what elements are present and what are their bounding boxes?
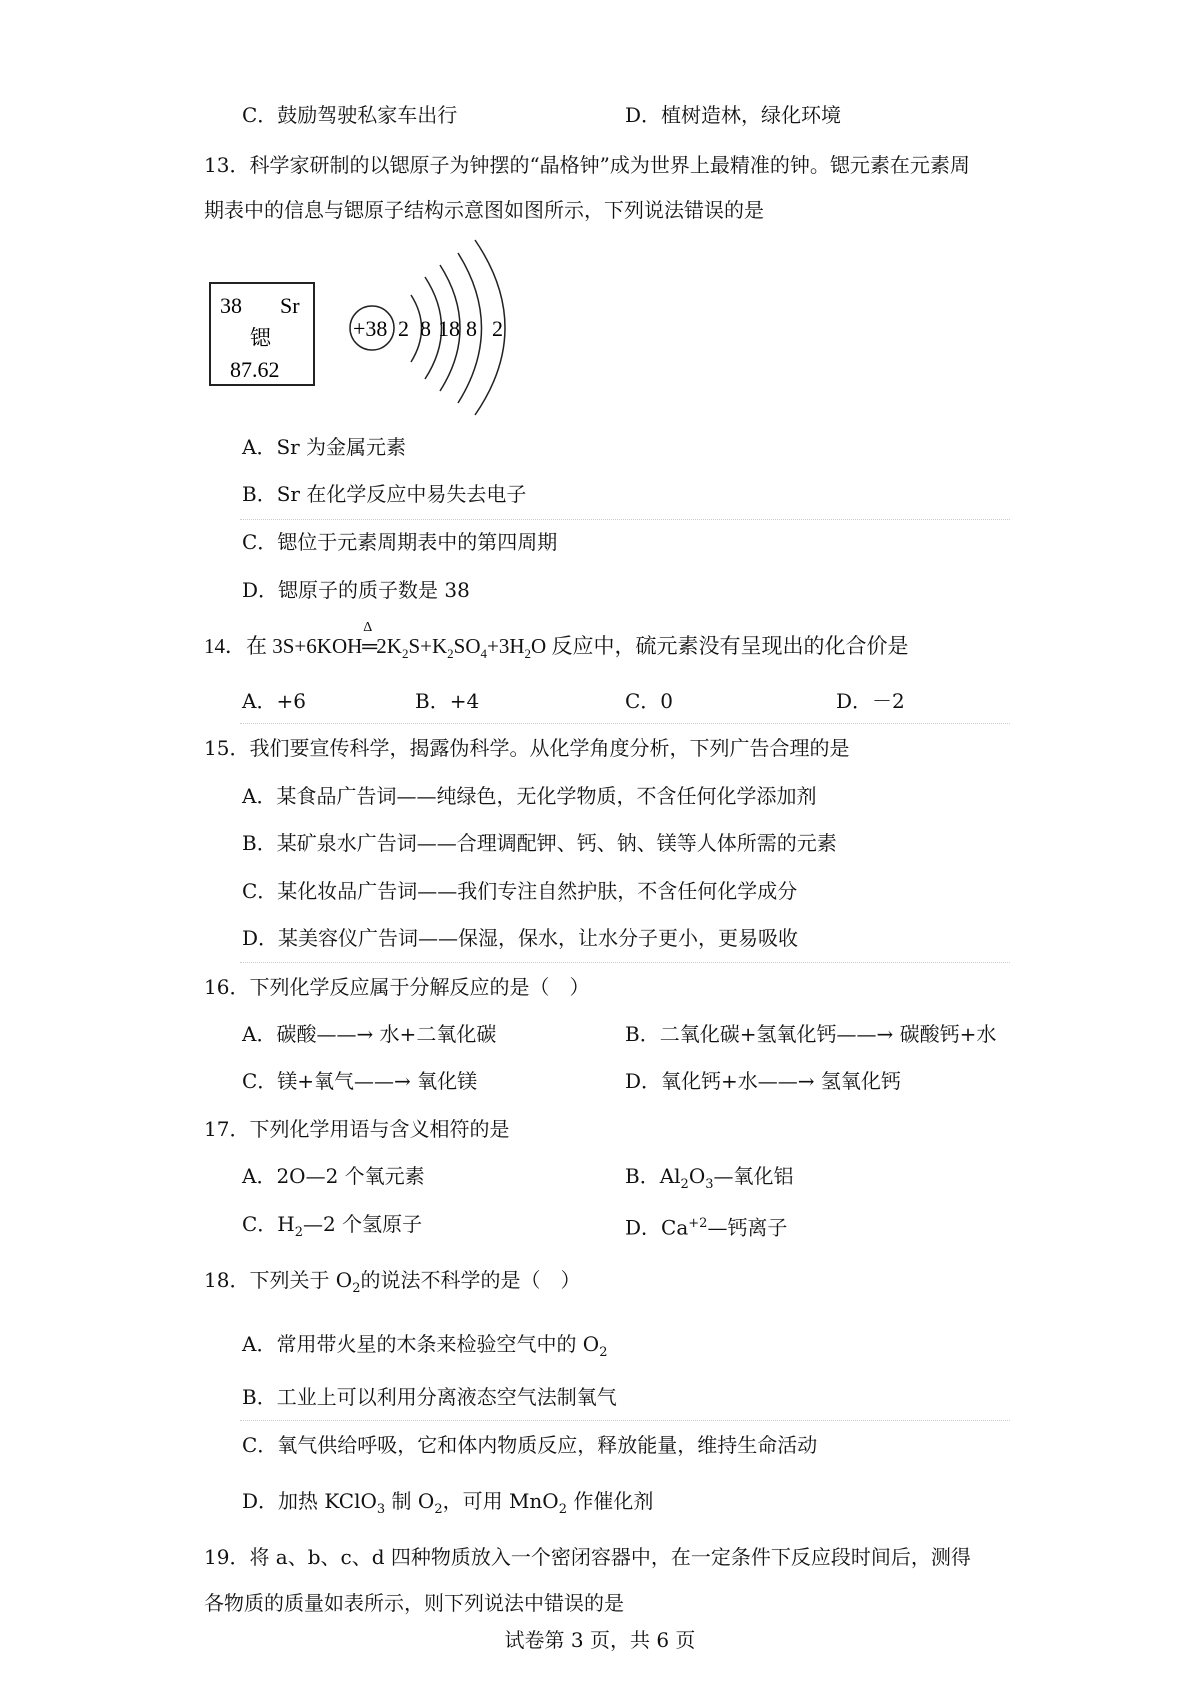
text: C．H — [242, 1212, 295, 1236]
text: 作催化剂 — [567, 1489, 654, 1513]
q13-option-d: D．锶原子的质子数是 38 — [242, 578, 470, 602]
page-footer: 试卷第 3 页，共 6 页 — [504, 1628, 696, 1652]
subscript: 2 — [599, 1345, 608, 1360]
q12-option-c: C．鼓励驾驶私家车出行 — [242, 103, 458, 127]
subscript: 3 — [705, 1177, 714, 1192]
q18-option-b: B．工业上可以利用分离液态空气法制氧气 — [242, 1385, 617, 1409]
q13-stem-line1: 13．科学家研制的以锶原子为钟摆的“晶格钟”成为世界上最精准的钟。锶元素在元素周 — [204, 153, 970, 177]
subscript: 2 — [401, 646, 409, 662]
subscript: 4 — [480, 646, 488, 662]
q17-stem: 17．下列化学用语与含义相符的是 — [204, 1117, 510, 1141]
text: 制 O — [385, 1489, 435, 1513]
text: D．加热 KClO — [242, 1489, 377, 1513]
q13-stem-line2: 期表中的信息与锶原子结构示意图如图所示，下列说法错误的是 — [204, 198, 764, 222]
q14-text: SO — [453, 634, 481, 658]
heating-condition — [362, 620, 378, 660]
subscript: 2 — [447, 646, 454, 662]
subscript: 2 — [524, 646, 532, 662]
atomic-mass: 87.62 — [230, 357, 280, 382]
q17-option-d — [625, 1210, 787, 1242]
shell-4: 8 — [466, 316, 477, 341]
q14-text: 14．在 3S+6KOH — [204, 634, 363, 658]
q18-option-d — [242, 1487, 653, 1524]
q15-stem: 15．我们要宣传科学，揭露伪科学。从化学角度分析，下列广告合理的是 — [204, 736, 850, 760]
q14-option-c: C．0 — [625, 689, 674, 713]
q17-option-c — [242, 1210, 422, 1247]
q12-option-d: D．植树造林，绿化环境 — [625, 103, 842, 127]
divider — [240, 723, 1010, 724]
q14-text: 2K — [376, 634, 402, 658]
q15-option-c: C．某化妆品广告词——我们专注自然护肤，不含任何化学成分 — [242, 879, 798, 903]
divider — [240, 1420, 1010, 1421]
q14-text: +3H — [487, 634, 525, 658]
subscript: 2 — [680, 1177, 689, 1192]
text: O — [688, 1164, 706, 1188]
equals-sign: ═ — [362, 634, 378, 658]
delta-symbol: Δ — [363, 620, 373, 635]
q18-option-c: C．氧气供给呼吸，它和体内物质反应，释放能量，维持生命活动 — [242, 1433, 818, 1457]
q19-stem-line2: 各物质的质量如表所示，则下列说法中错误的是 — [204, 1591, 624, 1615]
q14-text: O 反应中，硫元素没有呈现出的化合价是 — [531, 634, 909, 658]
q16-option-b: B．二氧化碳+氢氧化钙——→ 碳酸钙+水 — [625, 1022, 997, 1046]
q18-stem — [204, 1266, 580, 1303]
text: —钙离子 — [707, 1215, 788, 1240]
atomic-number: 38 — [220, 293, 242, 318]
subscript: 2 — [558, 1502, 567, 1517]
text: 的说法不科学的是（ ） — [360, 1268, 581, 1292]
q16-option-d: D．氧化钙+水——→ 氢氧化钙 — [625, 1069, 901, 1093]
shell-2: 8 — [420, 316, 431, 341]
divider — [240, 519, 1010, 520]
text: D．Ca — [625, 1215, 689, 1240]
q18-option-a — [242, 1330, 607, 1367]
q17-option-a: A．2O—2 个氧元素 — [242, 1164, 425, 1188]
divider — [240, 962, 1010, 963]
q14-option-d: D．－2 — [836, 689, 905, 713]
text: A．常用带火星的木条来检验空气中的 O — [242, 1332, 600, 1356]
strontium-diagram — [200, 235, 540, 435]
q14-stem — [204, 620, 909, 668]
q14-option-b: B．+4 — [415, 689, 480, 713]
q13-option-a: A．Sr 为金属元素 — [242, 435, 407, 459]
shell-1: 2 — [398, 316, 409, 341]
superscript: +2 — [688, 1216, 708, 1231]
subscript: 2 — [434, 1502, 443, 1517]
shell-5: 2 — [492, 316, 503, 341]
q15-option-a: A．某食品广告词——纯绿色，无化学物质，不含任何化学添加剂 — [242, 784, 817, 808]
text: —2 个氢原子 — [303, 1212, 423, 1236]
subscript: 2 — [352, 1281, 361, 1296]
shell-3: 18 — [438, 316, 460, 341]
text: —氧化铝 — [713, 1164, 794, 1188]
q14-option-a: A．+6 — [242, 689, 306, 713]
q16-stem: 16．下列化学反应属于分解反应的是（ ） — [204, 975, 590, 999]
q14-text: S+K — [408, 634, 448, 658]
subscript: 3 — [376, 1502, 386, 1517]
text: ，可用 MnO — [442, 1489, 559, 1513]
q15-option-b: B．某矿泉水广告词——合理调配钾、钙、钠、镁等人体所需的元素 — [242, 831, 837, 855]
element-symbol: Sr — [280, 293, 300, 318]
nucleus-charge: +38 — [353, 316, 388, 341]
q15-option-d: D．某美容仪广告词——保湿，保水，让水分子更小，更易吸收 — [242, 926, 799, 950]
text: 18．下列关于 O — [204, 1268, 353, 1292]
q13-option-b: B．Sr 在化学反应中易失去电子 — [242, 482, 527, 506]
q17-option-b — [625, 1162, 794, 1199]
q16-option-a: A．碳酸——→ 水+二氧化碳 — [242, 1022, 497, 1046]
subscript: 2 — [294, 1225, 304, 1240]
q19-stem-line1: 19．将 a、b、c、d 四种物质放入一个密闭容器中，在一定条件下反应段时间后，测得 — [204, 1545, 971, 1569]
q16-option-c: C．镁+氧气——→ 氧化镁 — [242, 1069, 478, 1093]
element-name: 锶 — [250, 326, 271, 350]
text: B．Al — [625, 1164, 681, 1188]
q13-option-c: C．锶位于元素周期表中的第四周期 — [242, 530, 558, 554]
